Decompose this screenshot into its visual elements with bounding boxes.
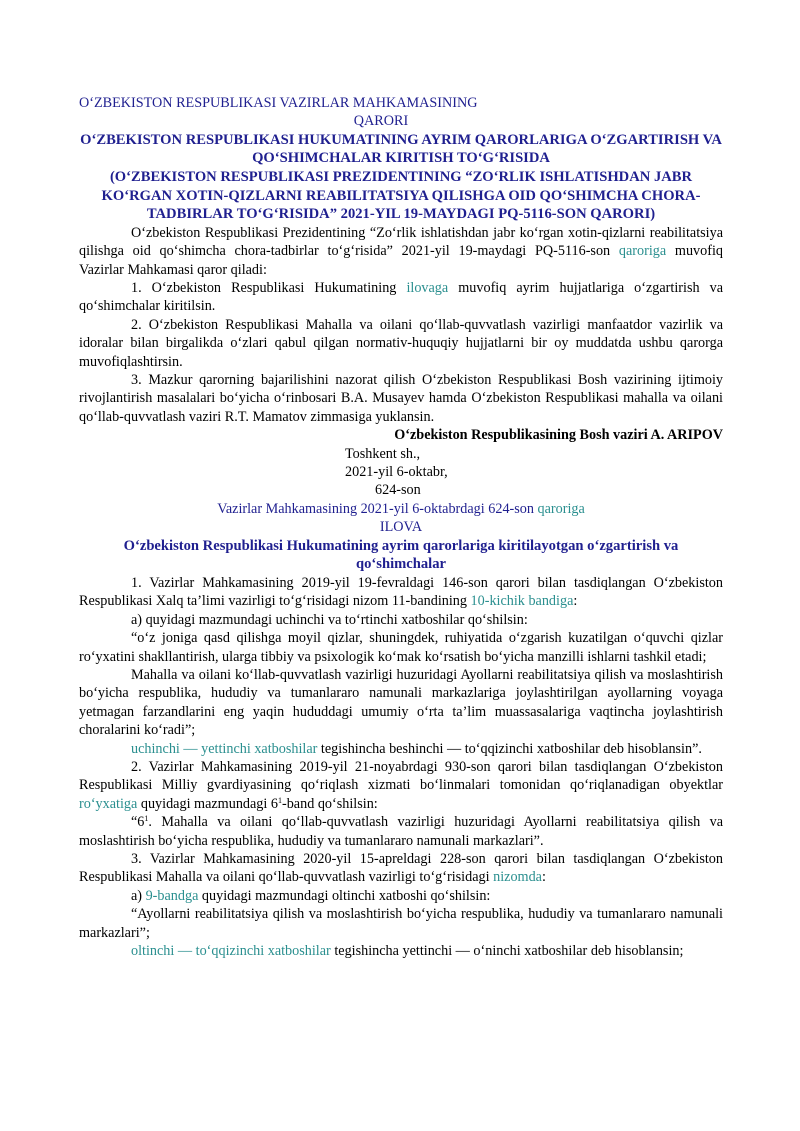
annex-item-3 — [79, 850, 723, 887]
issuing-organization: O‘ZBEKISTON RESPUBLIKASI VAZIRLAR MAHKAMASINING — [79, 95, 478, 111]
annex-item-3-colon: : — [541, 869, 546, 886]
annex-item-1-quote-2: Mahalla va oilani ko‘llab-quvvatlash vazirligi huzuridagi Ayollarni reabilitatsiya qilish va moslashtirish bo‘yicha respublika, hududiy va tumanlararo namunali markazlariga joylashtirilgan ayollarning voyaga yetmagan farzandlarini eng yaqin hududdagi umumiy o‘rta ta’lim muassasalariga vaqtincha joylashtirish choralarini ko‘radi”; — [79, 666, 723, 739]
annex-reference — [79, 500, 723, 518]
annex-link[interactable]: ilovaga — [406, 280, 449, 296]
annex-item-2-quote-start: “6 — [131, 814, 145, 831]
document-subtitle: (O‘ZBEKISTON RESPUBLIKASI PREZIDENTINING “ZO‘RLIK ISHLATISHDAN JABR KO‘RGAN XOTIN-QIZLARNI REABILITATSIYA QILISHGA OID QO‘SHIMCHA CHORA-TADBIRLAR TO‘G‘RISIDA” 2021-YIL 19-MAYDAGI PQ-5116-SON QARORI) — [101, 169, 701, 223]
annex-item-2 — [79, 758, 723, 813]
annex-item-3-renumber-text: tegishincha yettinchi — o‘ninchi xatboshilar deb hisoblansin; — [330, 943, 684, 959]
annex-item-3-text: 3. Vazirlar Mahkamasining 2020-yil 15-apreldagi 228-son qarori bilan tasdiqlangan O‘zbekiston Respublikasi Mahalla va oilani qo‘llab-quvvatlash vazirligi to‘g‘risidagi — [79, 850, 723, 886]
item-2: 2. O‘zbekiston Respublikasi Mahalla va oilani qo‘llab-quvvatlash vazirligi manfaatdor vazirlik va idoralar bilan birgalikda o‘zlari qabul qilgan normativ-huquqiy hujjatlarni bir oy muddatda ushbu qarorga muvofiqlashtirsin. — [79, 316, 723, 370]
annex-item-2-quote-text: . Mahalla va oilani qo‘llab-quvvatlash vazirligi huzuridagi Ayollarni reabilitatsiya qilish va moslashtirish bo‘yicha respublika, hududiy va tumanlararo namunali markazlari”. — [79, 814, 723, 849]
annex-item-1-quote-1: “o‘z joniga qasd qilishga moyil qizlar, shuningdek, ruhiyatida o‘zgarish kuzatilgan o‘quvchi qizlar ro‘yxatini shakllantirish, ularga tibbiy va psixologik ko‘mak ko‘rsatish bo‘yicha manzilli ishlarni tashkil etadi; — [79, 630, 723, 665]
annex-item-3-sub-a — [79, 887, 723, 905]
preamble-text-end: muvofiq Vazirlar Mahkamasi qaror qiladi: — [79, 243, 723, 278]
annex-item-1 — [79, 574, 723, 611]
document-type: QARORI — [353, 113, 409, 130]
item-1-text-end: muvofiq ayrim hujjatlariga o‘zgartirish va qo‘shimchalar kiritilsin. — [79, 280, 723, 315]
signing-city: Toshkent sh., — [345, 445, 421, 462]
list-link[interactable]: ro‘yxatiga — [79, 795, 138, 812]
annex-reference-text: Vazirlar Mahkamasining 2021-yil 6-oktabrdagi 624-son — [217, 500, 538, 517]
signing-date: 2021-yil 6-oktabr, — [345, 464, 448, 481]
signatory: O‘zbekiston Respublikasining Bosh vaziri A. ARIPOV — [394, 427, 723, 444]
annex-item-3-renumber — [79, 942, 723, 960]
annex-item-3-sub-text: quyidagi mazmundagi oltinchi xatboshi qo‘shilsin: — [198, 887, 491, 904]
preamble-text: O‘zbekiston Respublikasi Prezidentining “Zo‘rlik ishlatishdan jabr ko‘rgan xotin-qizlarni reabilitatsiya qilishga oid qo‘shimcha chora-tadbirlar to‘g‘risida” 2021-yil 19-maydagi PQ-5116-son — [79, 224, 723, 260]
subclause-link[interactable]: 10-kichik bandiga — [470, 593, 574, 610]
annex-title: O‘zbekiston Respublikasi Hukumatining ayrim qarorlariga kiritilayotgan o‘zgartirish va qo‘shimchalar — [123, 537, 679, 573]
paragraphs-link-2[interactable]: oltinchi — to‘qqizinchi xatboshilar — [131, 943, 331, 959]
preamble-paragraph — [79, 224, 723, 279]
annex-item-3-quote: “Ayollarni reabilitatsiya qilish va moslashtirish bo‘yicha respublika, hududiy va tumanlararo namunali markazlari”; — [79, 906, 723, 941]
superscript: 1 — [277, 795, 282, 805]
item-3: 3. Mazkur qarorning bajarilishini nazorat qilish O‘zbekiston Respublikasi Bosh vazirining ijtimoiy rivojlantirish masalalari bo‘yicha o‘rinbosari B.A. Musayev hamda O‘zbekiston Respublikasi mahalla va oilani qo‘llab-quvvatlash vaziri R.T. Mamatov zimmasiga yuklansin. — [79, 372, 723, 425]
annex-item-1-text: 1. Vazirlar Mahkamasining 2019-yil 19-fevraldagi 146-son qarori bilan tasdiqlangan O‘zbekiston Respublikasi Xalq ta’limi vazirligi to‘g‘risidagi nizom 11-bandining — [79, 574, 723, 610]
annex-item-1-renumber — [79, 740, 723, 758]
regulation-link[interactable]: nizomda — [493, 869, 542, 886]
clause-link[interactable]: 9-bandga — [145, 887, 199, 904]
superscript: 1 — [144, 814, 149, 824]
paragraphs-link[interactable]: uchinchi — yettinchi xatboshilar — [131, 740, 318, 757]
annex-reference-link[interactable]: qaroriga — [537, 500, 585, 517]
annex-label: ILOVA — [379, 519, 423, 536]
annex-item-2-text-c: -band qo‘shilsin: — [281, 795, 378, 812]
decree-link[interactable]: qaroriga — [618, 243, 667, 260]
annex-item-1-renumber-text: tegishincha beshinchi — to‘qqizinchi xatboshilar deb hisoblansin”. — [317, 740, 702, 757]
decree-number: 624-son — [375, 482, 421, 499]
annex-item-3-sub-prefix: a) — [131, 887, 146, 904]
document-title: O‘ZBEKISTON RESPUBLIKASI HUKUMATINING AYRIM QARORLARIGA O‘ZGARTIRISH VA QO‘SHIMCHALAR KIRITISH TO‘G‘RISIDA — [80, 131, 722, 167]
annex-item-1-colon: : — [573, 593, 578, 610]
item-1-text: 1. O‘zbekiston Respublikasi Hukumatining — [131, 280, 407, 296]
document-page — [79, 94, 723, 960]
item-1 — [79, 279, 723, 316]
annex-item-2-quote — [79, 813, 723, 850]
annex-item-2-text: 2. Vazirlar Mahkamasining 2019-yil 21-noyabrdagi 930-son qarori bilan tasdiqlangan O‘zbekiston Respublikasi Milliy gvardiyasining qo‘riqlash xizmati bo‘linmalari tomonidan qo‘riqlanadigan obyektlar — [79, 758, 723, 794]
annex-item-2-text-b: quyidagi mazmundagi 6 — [137, 795, 278, 812]
annex-item-1-sub-a: a) quyidagi mazmundagi uchinchi va to‘rtinchi xatboshilar qo‘shilsin: — [131, 611, 528, 628]
